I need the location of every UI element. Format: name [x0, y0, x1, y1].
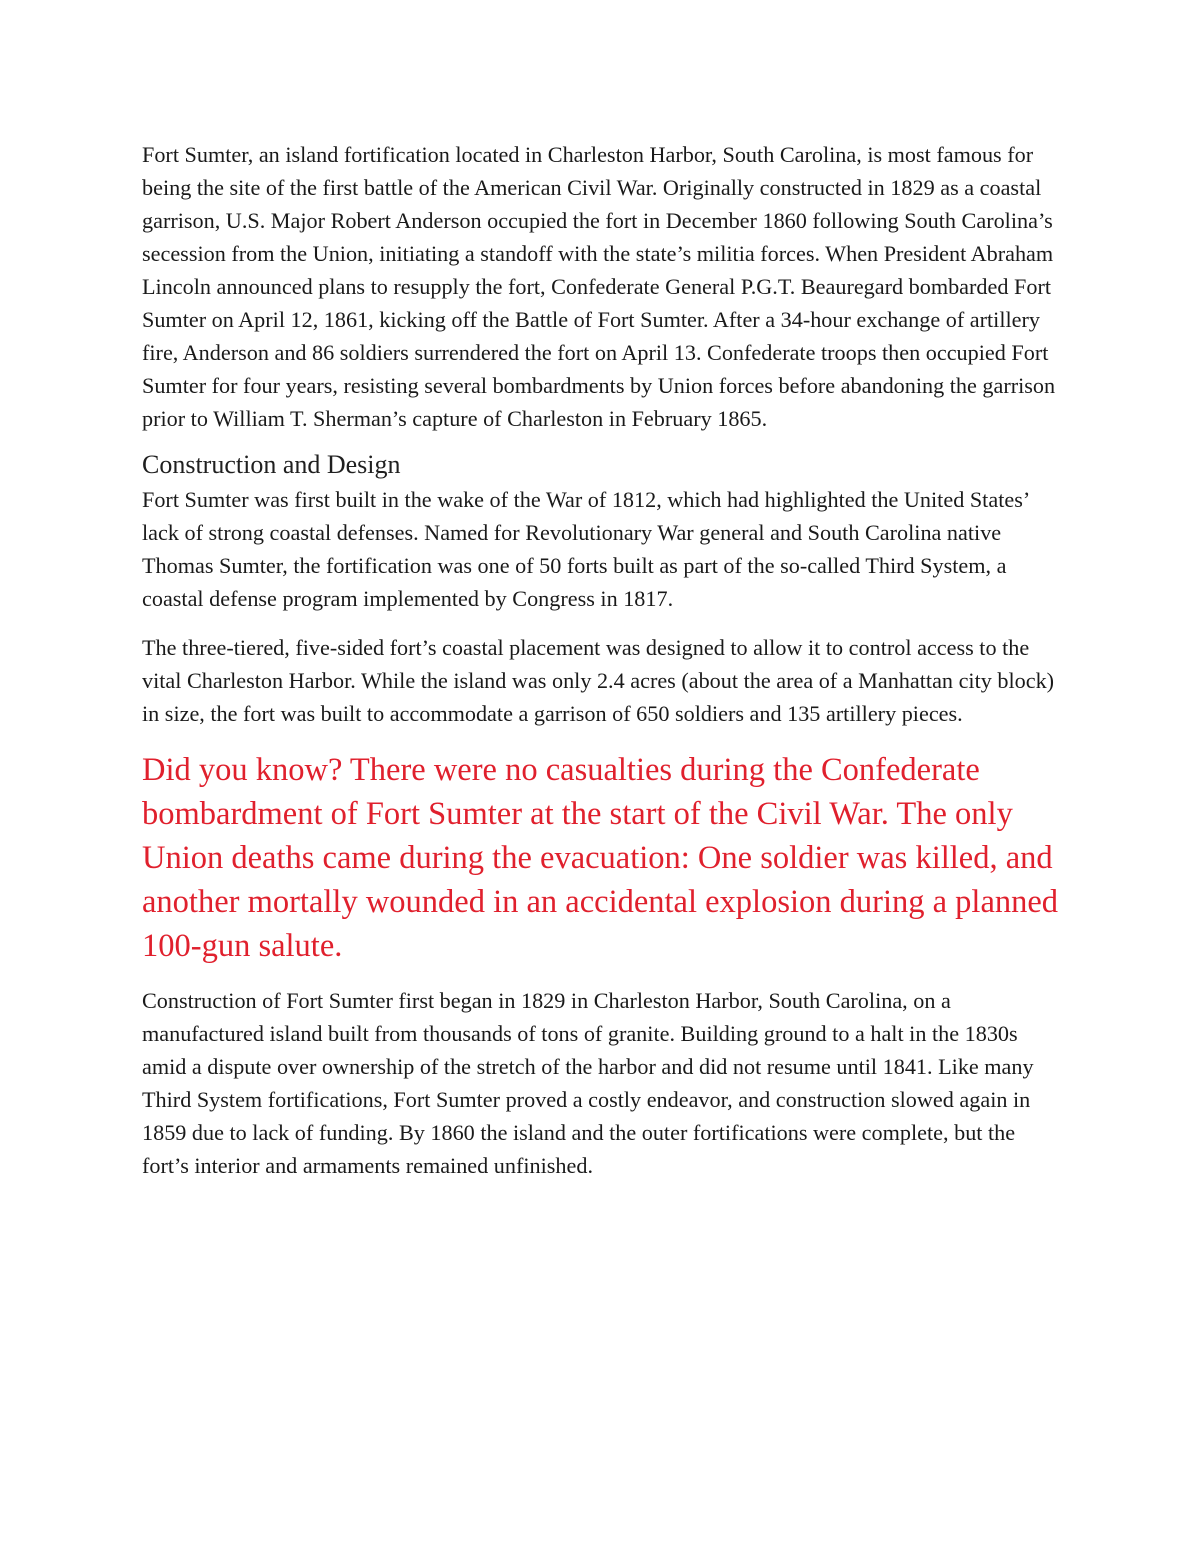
did-you-know-callout: Did you know? There were no casualties during the Confederate bombardment of Fort Sumter at the start of the Civil War. The only Union deaths came during the evacuation: One soldier was killed, and another mortally wounded in an accidental explosion during a planned 100-gun salute. [142, 752, 1059, 964]
section-heading: Construction and Design [142, 450, 401, 479]
intro-paragraph: Fort Sumter, an island fortification located in Charleston Harbor, South Carolina, is most famous for being the site of the first battle of the American Civil War. Originally constructed in 1829 as a coastal garrison, U.S. Major Robert Anderson occupied the fort in December 1860 following South Carolina’s secession from the Union, initiating a standoff with the state’s militia forces. When President Abraham Lincoln announced plans to resupply the fort, Confederate General P.G.T. Beauregard bombarded Fort Sumter on April 12, 1861, kicking off the Battle of Fort Sumter. After a 34-hour exchange of artillery fire, Anderson and 86 soldiers surrendered the fort on April 13. Confederate troops then occupied Fort Sumter for four years, resisting several bombardments by Union forces before abandoning the garrison prior to William T. Sherman’s capture of Charleston in February 1865. [142, 142, 1056, 431]
design-paragraph: The three-tiered, five-sided fort’s coastal placement was designed to allow it to control access to the vital Charleston Harbor. While the island was only 2.4 acres (about the area of a Manhattan city block) in size, the fort was built to accommodate a garrison of 650 soldiers and 135 artillery pieces. [142, 635, 1055, 726]
document-body [142, 138, 1062, 1182]
construction-paragraph: Fort Sumter was first built in the wake of the War of 1812, which had highlighted the United States’ lack of strong coastal defenses. Named for Revolutionary War general and South Carolina native Thomas Sumter, the fortification was one of 50 forts built as part of the so-called Third System, a coastal defense program implemented by Congress in 1817. [142, 487, 1029, 611]
closing-paragraph: Construction of Fort Sumter first began in 1829 in Charleston Harbor, South Carolina, on a manufactured island built from thousands of tons of granite. Building ground to a halt in the 1830s amid a dispute over ownership of the stretch of the harbor and did not resume until 1841. Like many Third System fortifications, Fort Sumter proved a costly endeavor, and construction slowed again in 1859 due to lack of funding. By 1860 the island and the outer fortifications were complete, but the fort’s interior and armaments remained unfinished. [142, 988, 1034, 1178]
